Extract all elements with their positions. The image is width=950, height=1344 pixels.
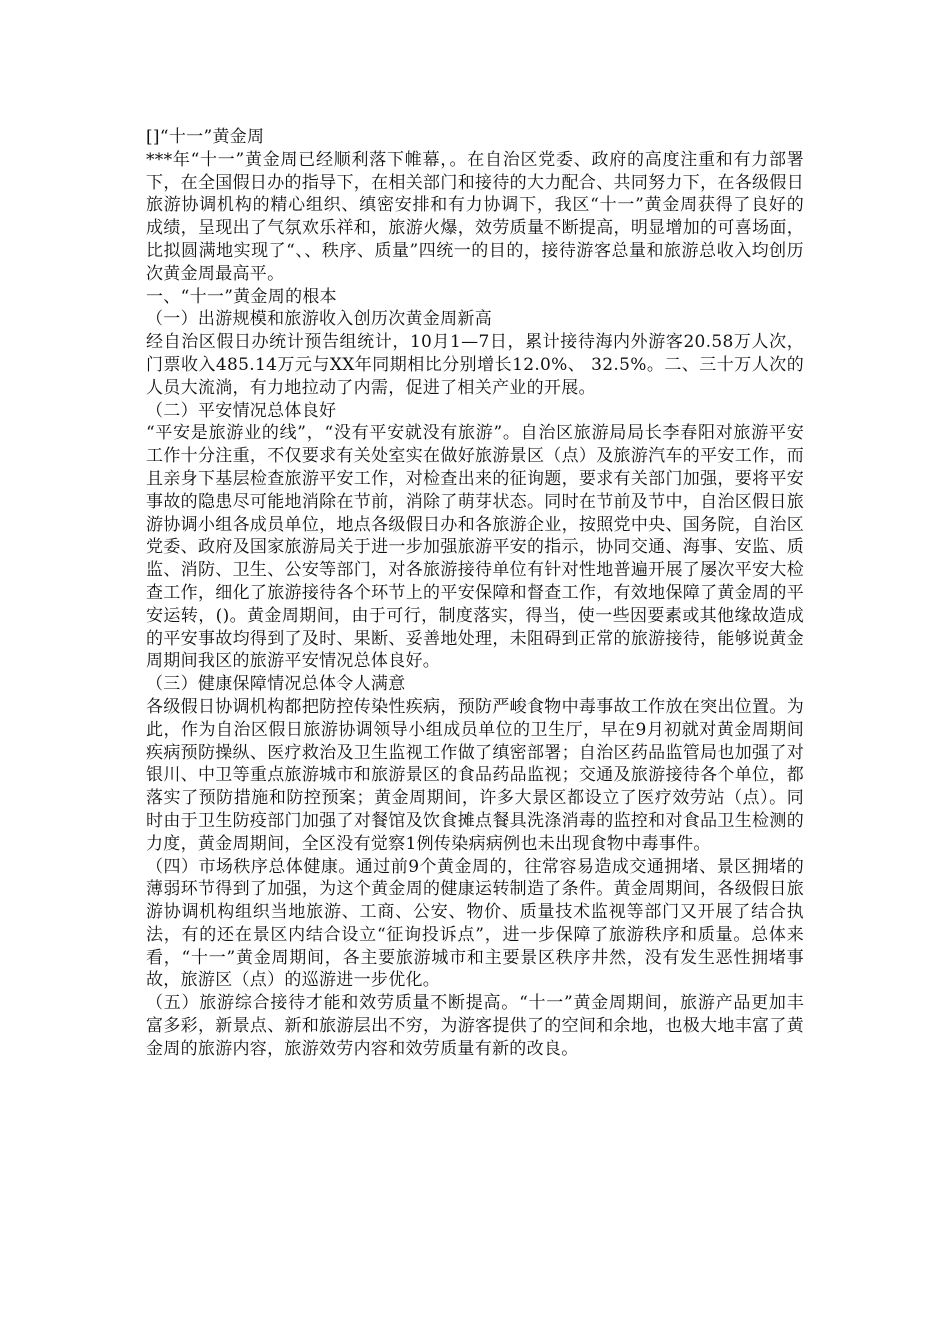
section-heading-basics: 一、“十一”黄金周的根本 — [146, 286, 337, 307]
subsection-heading-3: （三）健康保障情况总体令人满意 — [146, 674, 406, 695]
intro-paragraph: ***年“十一”黄金周已经顺利落下帷幕，。在自治区党委、政府的高度注重和有力部署下，在全国假日办的指导下，在相关部门和接待的大力配合、共同努力下，在各级假日旅游协调机构的精心组织、缜密安排和有力协调下，我区“十一”黄金周获得了良好的成绩，呈现出了气氛欢乐祥和，旅游火爆，效劳质量不断提高，明显增加的可喜场面，比拟圆满地实现了“、、秩序、质量”四统一的目的，接待游客总量和旅游总收入均创历次黄金周最高平。 — [146, 149, 804, 284]
paragraph-safety: “平安是旅游业的线”，“没有平安就没有旅游”。自治区旅游局局长李春阳对旅游平安工作十分注重，不仅要求有关处室实在做好旅游景区（点）及旅游汽车的平安工作，而且亲身下基层检查旅游平安工作，对检查出来的征询题，要求有关部门加强，要将平安事故的隐患尽可能地消除在节前，消除了萌芽状态。同时在节前及节中，自治区假日旅游协调小组各成员单位，地点各级假日办和各旅游企业，按照党中央、国务院，自治区党委、政府及国家旅游局关于进一步加强旅游平安的指示，协同交通、海事、安监、质监、消防、卫生、公安等部门，对各旅游接待单位有针对性地普遍开展了屡次平安大检查工作，细化了旅游接待各个环节上的平安保障和督查工作，有效地保障了黄金周的平安运转，()。黄金周期间，由于可行，制度落实，得当，使一些因要素或其他缘故造成的平安事故均得到了及时、果断、妥善地处理，未阻碍到正常的旅游接待，能够说黄金周期间我区的旅游平安情况总体良好。 — [146, 423, 804, 672]
paragraph-market-order: （四）市场秩序总体健康。通过前9个黄金周的，往常容易造成交通拥堵、景区拥堵的薄弱环节得到了加强，为这个黄金周的健康运转制造了条件。黄金周期间，各级假日旅游协调机构组织当地旅游、工商、公安、物价、质量技术监视等部门又开展了结合执法，有的还在景区内结合设立“征询投诉点”，进一步保障了旅游秩序和质量。总体来看，“十一”黄金周期间，各主要旅游城市和主要景区秩序井然，没有发生恶性拥堵事故，旅游区（点）的巡游进一步优化。 — [146, 856, 804, 991]
document-page — [146, 126, 804, 1061]
paragraph-health: 各级假日协调机构都把防控传染性疾病，预防严峻食物中毒事故工作放在突出位置。为此，作为自治区假日旅游协调领导小组成员单位的卫生厅，早在9月初就对黄金周期间疾病预防操纵、医疗救治及卫生监视工作做了缜密部署；自治区药品监管局也加强了对银川、中卫等重点旅游城市和旅游景区的食品药品监视；交通及旅游接待各个单位，都落实了预防措施和防控预案；黄金周期间，许多大景区都设立了医疗效劳站（点）。同时由于卫生防疫部门加强了对餐馆及饮食摊点餐具洗涤消毒的监控和对食品卫生检测的力度，黄金周期间，全区没有觉察1例传染病病例也未出现食物中毒事件。 — [146, 696, 804, 854]
subsection-heading-1: （一）出游规模和旅游收入创历次黄金周新高 — [146, 309, 492, 330]
document-title: []“十一”黄金周 — [146, 127, 265, 147]
paragraph-service-quality: （五）旅游综合接待才能和效劳质量不断提高。“十一”黄金周期间，旅游产品更加丰富多彩，新景点、新和旅游层出不穷，为游客提供了的空间和余地，也极大地丰富了黄金周的旅游内容，旅游效劳内容和效劳质量有新的改良。 — [146, 993, 804, 1059]
paragraph-statistics: 经自治区假日办统计预告组统计，10月1—7日，累计接待海内外游客20.58万人次，门票收入485.14万元与XX年同期相比分别增长12.0%、 32.5%。二、三十万人次的人员大流淌，有力地拉动了内需，促进了相关产业的开展。 — [146, 332, 804, 398]
subsection-heading-2: （二）平安情况总体良好 — [146, 400, 337, 421]
